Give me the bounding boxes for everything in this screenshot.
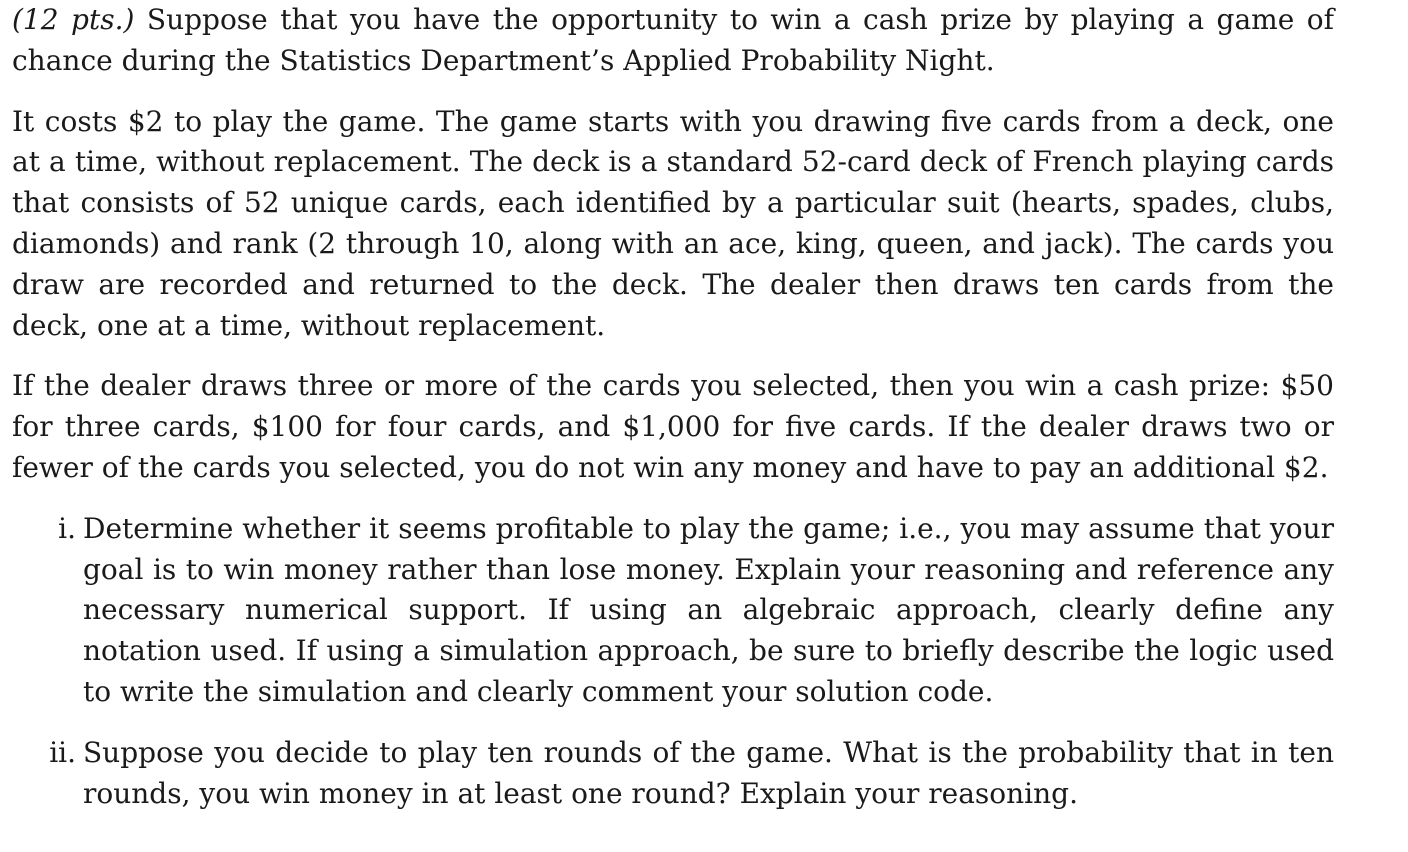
rules-paragraph: It costs $2 to play the game. The game starts with you drawing five cards from a deck, one at a time, without replacement. The deck is a standard 52-card deck of French playing cards that consists of 52 unique cards, each identified by a particular suit (hearts, spades, clubs, diamonds) and rank (2 through 10, along with an ace, king, queen, and jack). The cards you draw are recorded and returned to the deck. The dealer then draws ten cards from the deck, one at a time, without replacement. [12, 104, 1334, 342]
part-text: Suppose you decide to play ten rounds of the game. What is the probability that in ten rounds, you win money in at least one round? Explain your reasoning. [83, 735, 1334, 810]
payout-paragraph: If the dealer draws three or more of the cards you selected, then you win a cash prize: $50 for three cards, $100 for four cards, and $1,000 for five cards. If the dealer draws two or fewer of the cards you selected, you do not win any money and have to pay an additional $2. [12, 369, 1334, 484]
question-parts-list [12, 509, 1334, 815]
part-text: Determine whether it seems profitable to play the game; i.e., you may assume that your goal is to win money rather than lose money. Explain your reasoning and reference any necessary numerical support. If using an algebraic approach, clearly define any notation used. If using a simulation approach, be sure to briefly describe the logic used to write the simulation and clearly comment your solution code. [83, 511, 1334, 708]
question-part-ii [12, 733, 1334, 815]
part-marker: ii. [49, 735, 76, 769]
question-part-i [12, 509, 1334, 713]
points-label: (12 pts.) [12, 3, 135, 36]
intro-paragraph [12, 0, 1334, 82]
problem-document [12, 0, 1334, 814]
part-marker: i. [58, 511, 76, 545]
intro-text: Suppose that you have the opportunity to win a cash prize by playing a game of chance during the Statistics Department’s Applied Probability Night. [12, 3, 1334, 77]
